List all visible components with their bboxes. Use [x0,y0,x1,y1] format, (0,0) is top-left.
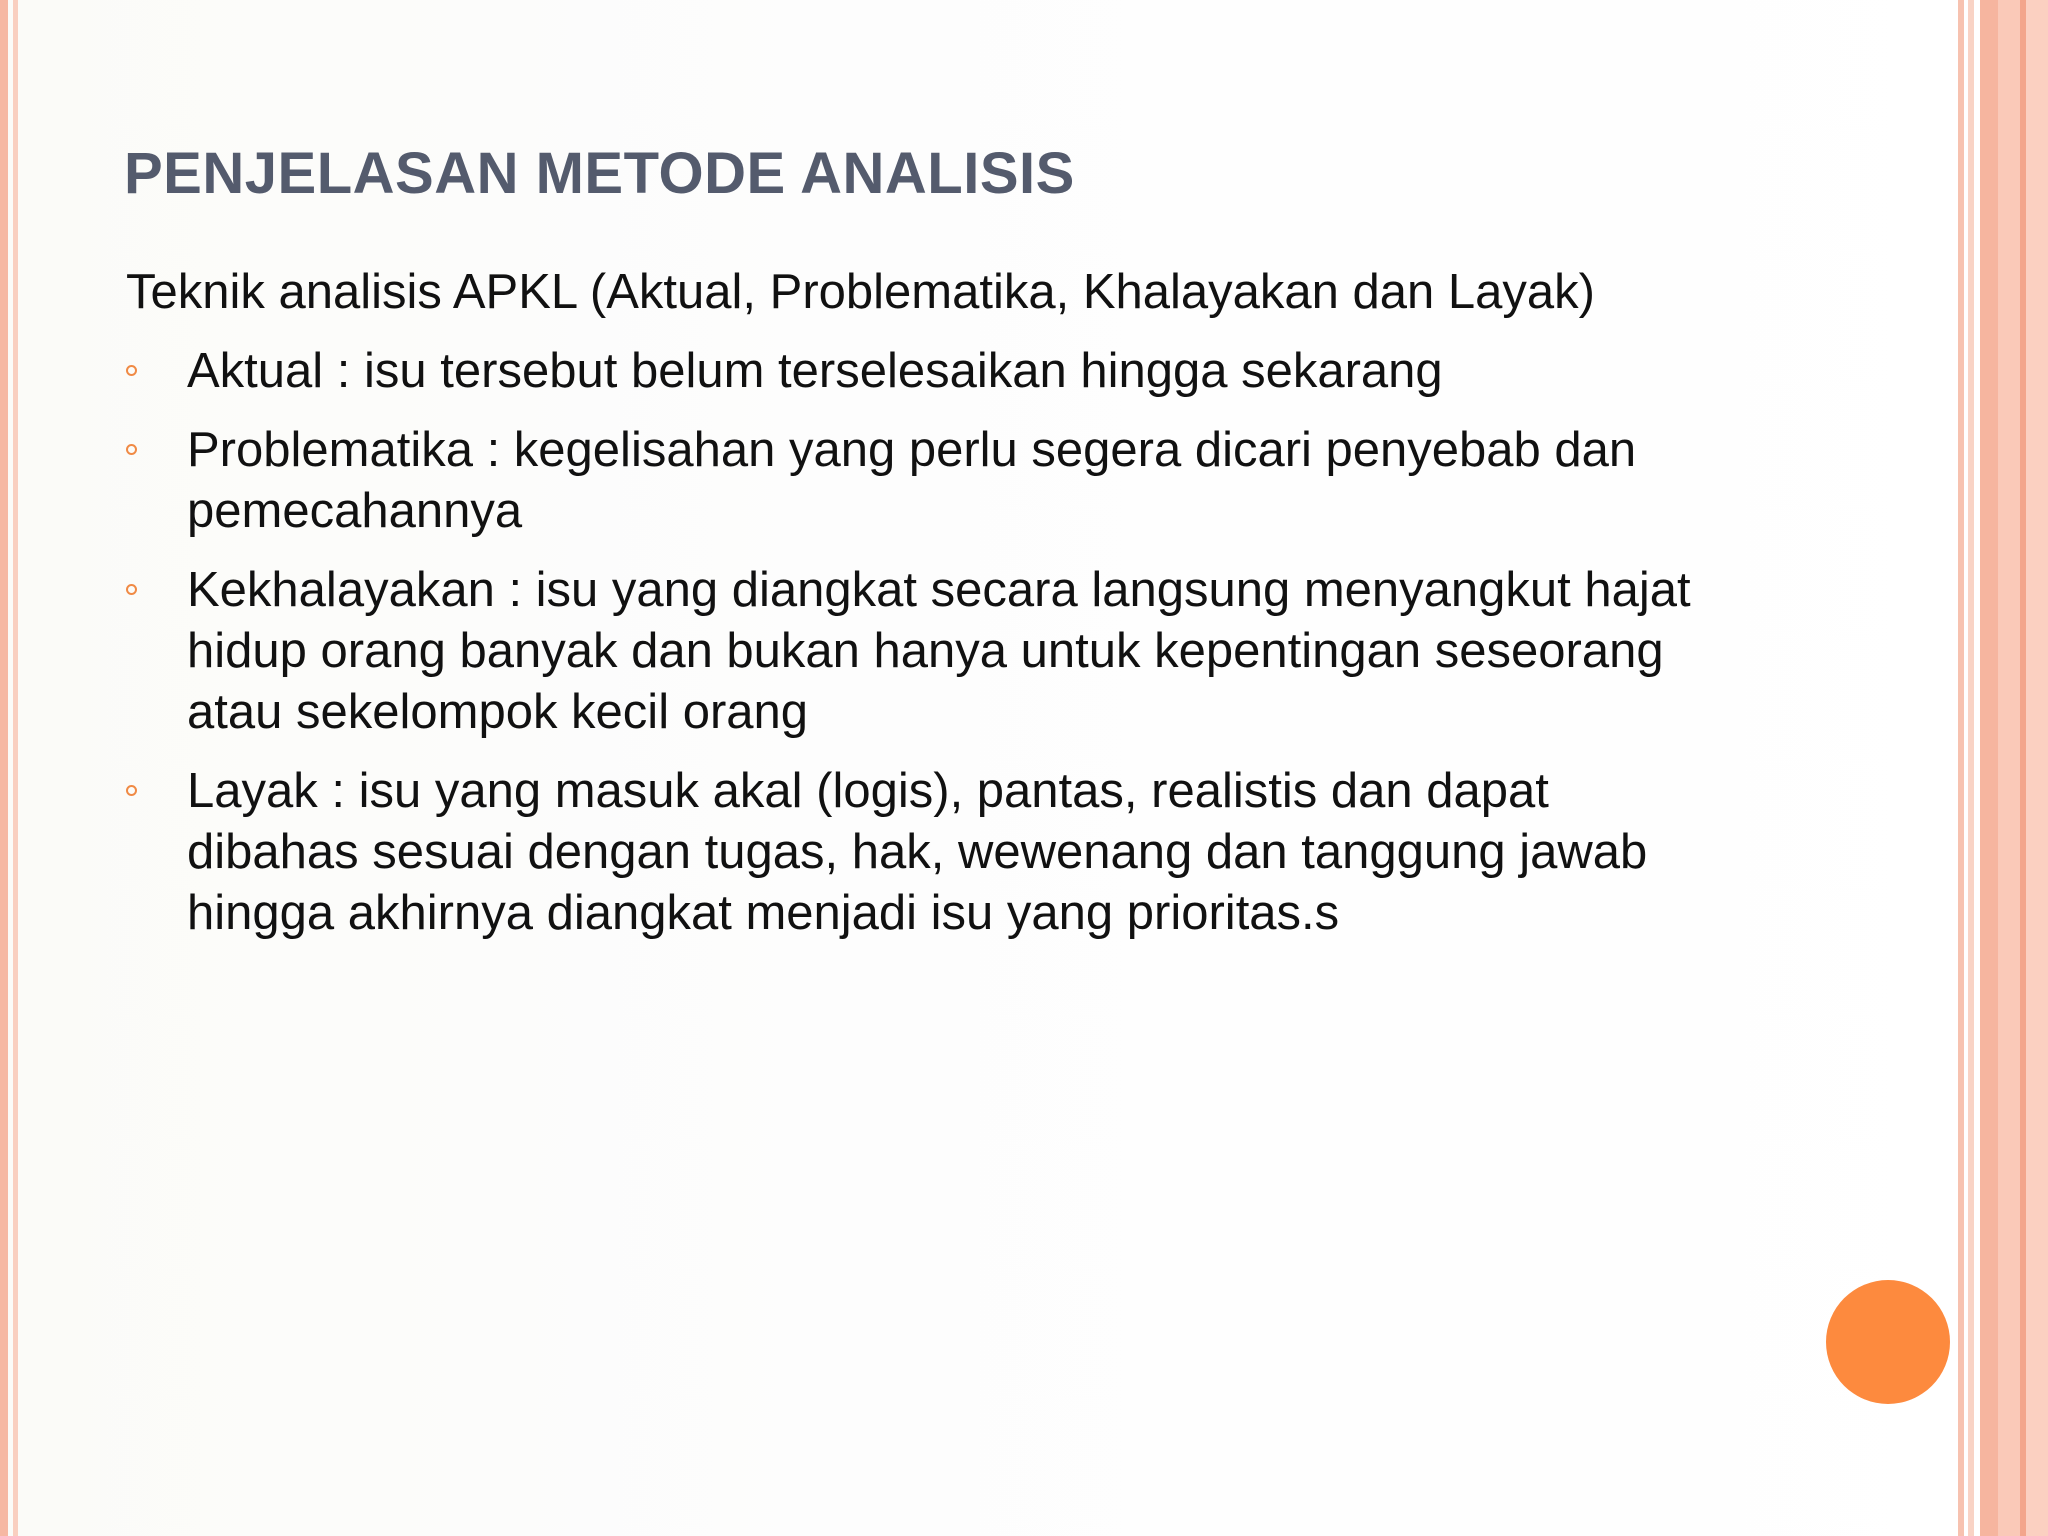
orange-circle-decoration [1826,1280,1950,1404]
slide-title: PENJELASAN METODE ANALISIS [124,141,1075,206]
stripe [1968,0,1974,1536]
stripe [1958,0,1964,1536]
right-stripes-decoration [1958,0,2048,1536]
left-border-decoration-inner [13,0,18,1536]
stripe [1980,0,1998,1536]
hollow-circle-bullet-icon [126,584,137,595]
bullet-text: Kekhalayakan : isu yang diangkat secara langsung menyangkut hajat hidup orang banyak dan bukan hanya untuk kepentingan seseorang atau sekelompok kecil orang [187,563,1691,739]
hollow-circle-bullet-icon [126,785,137,796]
hollow-circle-bullet-icon [126,444,137,455]
bullet-item-layak [126,761,1726,944]
bullet-text: Aktual : isu tersebut belum terselesaikan hingga sekarang [187,344,1443,398]
stripe [2026,0,2048,1536]
stripe [1998,0,2020,1536]
hollow-circle-bullet-icon [126,365,137,376]
bullet-text: Layak : isu yang masuk akal (logis), pantas, realistis dan dapat dibahas sesuai dengan tugas, hak, wewenang dan tanggung jawab hingga akhirnya diangkat menjadi isu yang prioritas.s [187,764,1648,940]
bullet-item-aktual [126,341,1726,402]
bullet-list [126,341,1726,944]
bullet-item-problematika [126,420,1726,542]
intro-text: Teknik analisis APKL (Aktual, Problematika, Khalayakan dan Layak) [126,265,1595,319]
bullet-item-kekhalayakan [126,560,1726,743]
bullet-text: Problematika : kegelisahan yang perlu segera dicari penyebab dan pemecahannya [187,423,1637,538]
left-border-decoration [0,0,8,1536]
slide-content [126,262,1726,962]
